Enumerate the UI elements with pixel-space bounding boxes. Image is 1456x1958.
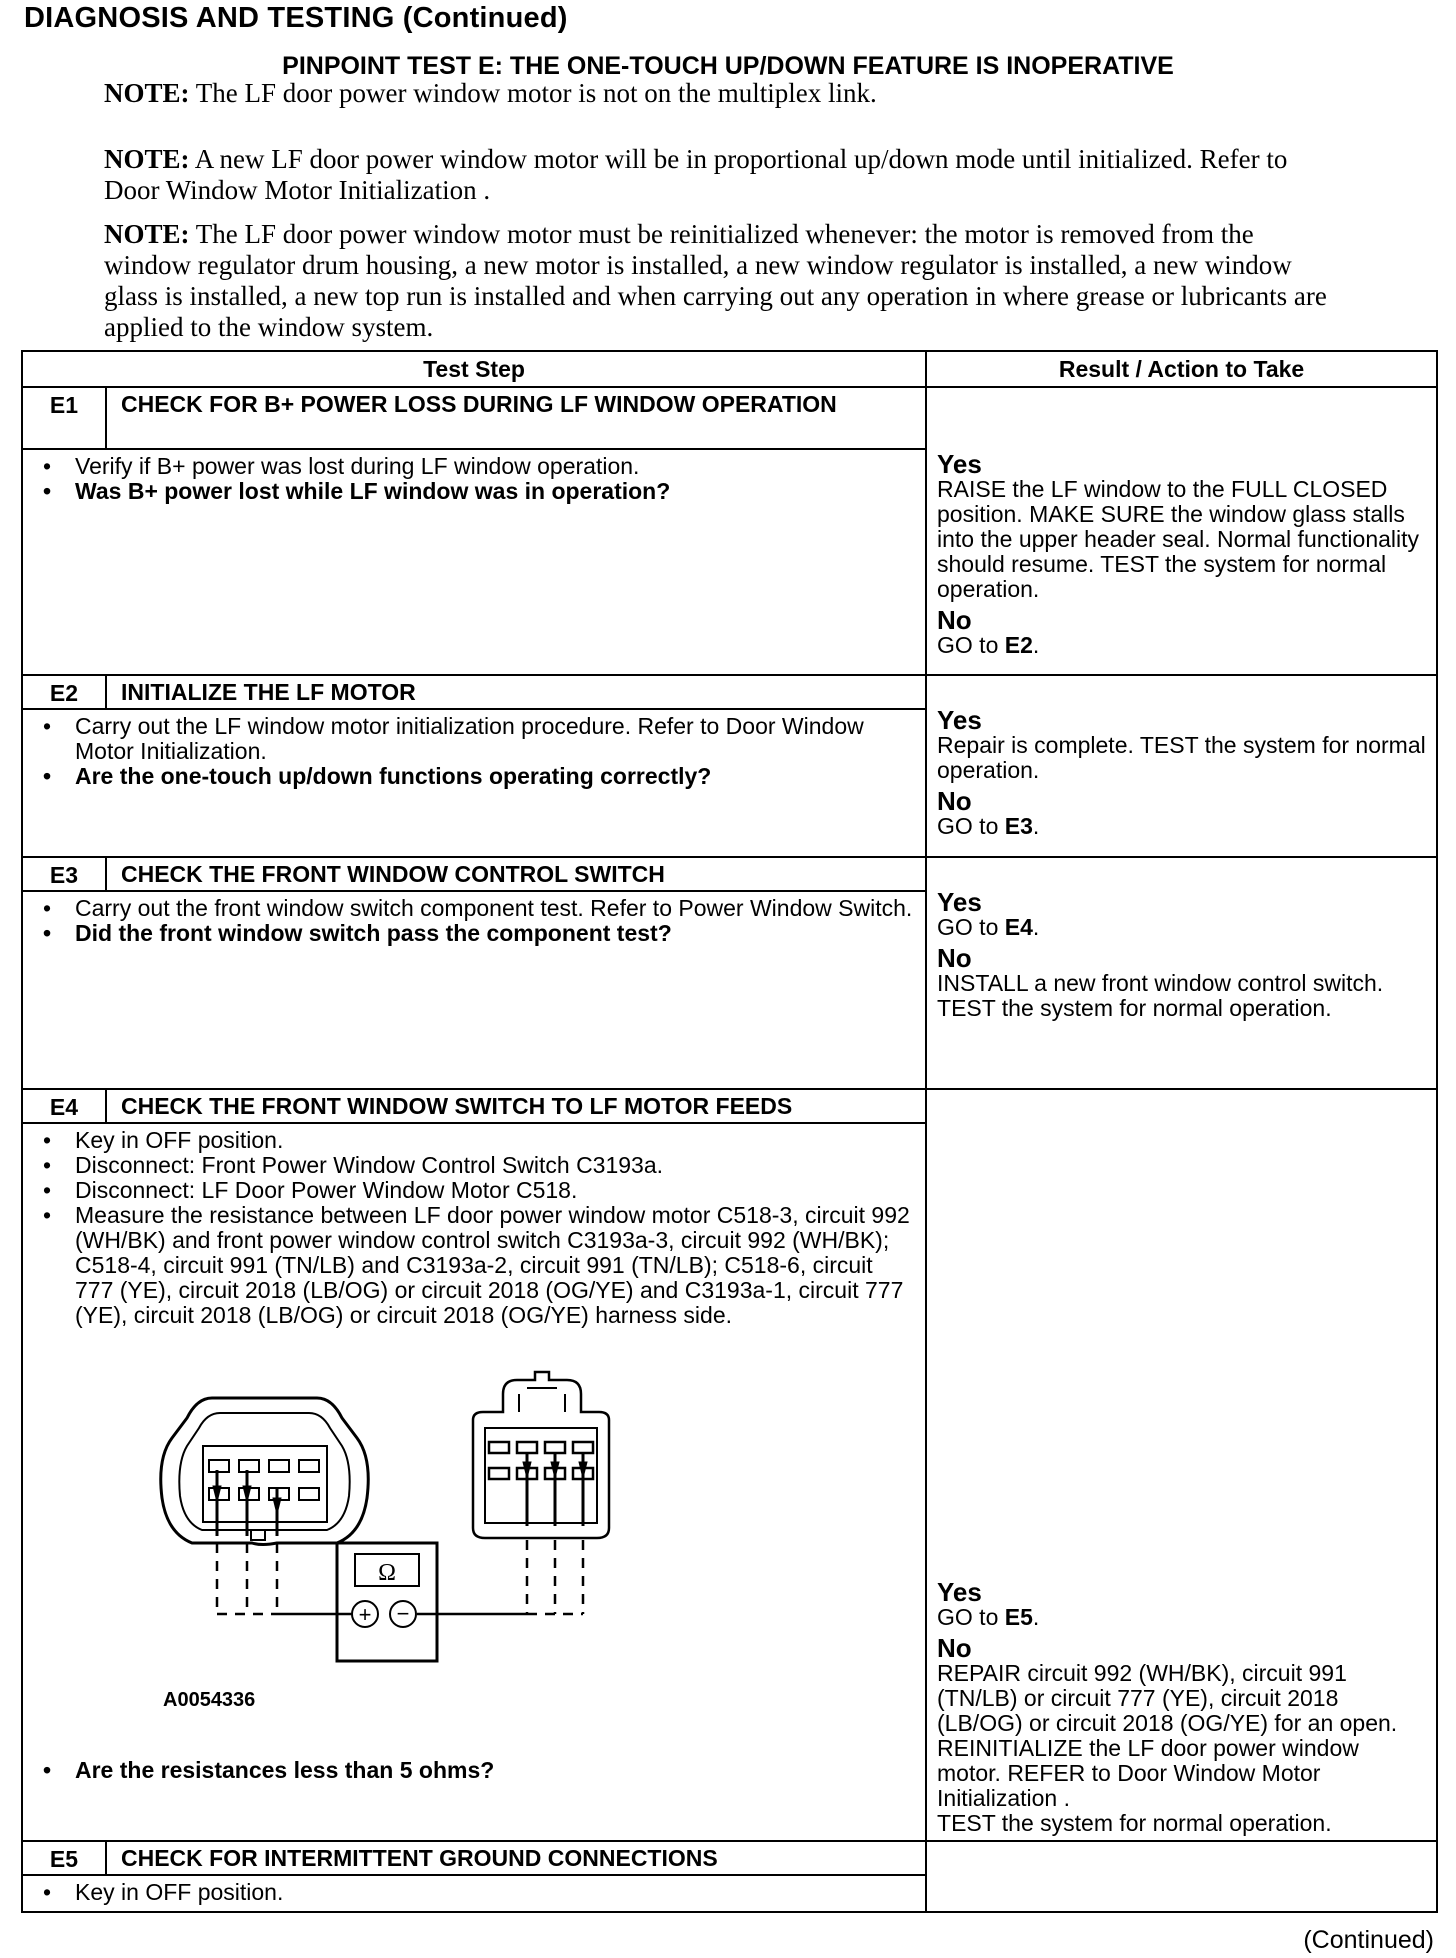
step-e1-result [926, 387, 1437, 675]
page-header: DIAGNOSIS AND TESTING (Continued) [24, 2, 568, 34]
yes-action: Repair is complete. TEST the system for normal operation. [937, 732, 1426, 783]
step-e4-body [22, 1123, 926, 1841]
step-id: E5 [22, 1841, 106, 1875]
step-link[interactable]: E2 [1004, 632, 1033, 658]
note-2 [104, 144, 1344, 206]
step-bullet: • Key in OFF position. [37, 1880, 915, 1905]
step-bullet: • Carry out the LF window motor initialization procedure. Refer to Door Window Motor Initialization. [37, 714, 915, 764]
continued-footer: (Continued) [1303, 1926, 1434, 1954]
result-header: Result / Action to Take [926, 351, 1437, 387]
connector-diagram-svg [37, 1358, 837, 1758]
step-title: INITIALIZE THE LF MOTOR [106, 675, 926, 709]
motor-connector-c518 [161, 1398, 369, 1545]
note-label: NOTE: [104, 144, 190, 174]
step-link[interactable]: E4 [1004, 914, 1033, 940]
step-bullet: • Key in OFF position. [37, 1128, 915, 1153]
table-header-row [22, 351, 1437, 387]
no-action: INSTALL a new front window control switch. TEST the system for normal operation. [937, 970, 1384, 1021]
step-bullet: • Measure the resistance between LF door power window motor C518-3, circuit 992 (WH/BK) and front power window control switch C3193a-3, circuit 992 (WH/BK); C518-4, circuit 991 (TN/LB) and C3193a-2, circuit 991 (TN/LB); C518-6, circuit 777 (YE), circuit 2018 (LB/OG) or circuit 2018 (OG/YE) and C3193a-1, circuit 777 (YE), circuit 2018 (LB/OG) or circuit 2018 (OG/YE) harness side. [37, 1203, 915, 1328]
no-label: No [937, 605, 972, 635]
step-e3-title-row [22, 857, 1437, 891]
step-link[interactable]: E3 [1004, 813, 1033, 839]
pinpoint-test-table [21, 350, 1438, 1913]
step-bullet: • Disconnect: Front Power Window Control Switch C3193a. [37, 1153, 915, 1178]
ohmmeter [337, 1543, 437, 1661]
step-e4-result [926, 1089, 1437, 1841]
yes-label: Yes [937, 1577, 982, 1607]
motor-probes [213, 1470, 281, 1536]
no-label: No [937, 786, 972, 816]
figure-code: A0054336 [163, 1689, 256, 1711]
no-label: No [937, 943, 972, 973]
step-id: E2 [22, 675, 106, 709]
yes-action: RAISE the LF window to the FULL CLOSED position. MAKE SURE the window glass stalls into the upper header seal. Normal functionality should resume. TEST the system for normal operation. [937, 476, 1420, 602]
note-1 [104, 78, 1344, 109]
step-e5-title-row [22, 1841, 1437, 1875]
no-action: GO to E2. [937, 632, 1040, 658]
step-question: • Are the resistances less than 5 ohms? [37, 1758, 915, 1783]
step-e2-body [22, 709, 926, 857]
note-3 [104, 219, 1344, 343]
step-question: • Are the one-touch up/down functions operating correctly? [37, 764, 915, 789]
step-title: CHECK THE FRONT WINDOW SWITCH TO LF MOTOR FEEDS [106, 1089, 926, 1123]
no-action-test: TEST the system for normal operation. [937, 1810, 1332, 1836]
note-text: The LF door power window motor is not on the multiplex link. [189, 78, 877, 108]
ohm-symbol: Ω [378, 1560, 396, 1586]
step-bullet: • Disconnect: LF Door Power Window Motor C518. [37, 1178, 915, 1203]
step-title: CHECK THE FRONT WINDOW CONTROL SWITCH [106, 857, 926, 891]
no-action: GO to E3. [937, 813, 1040, 839]
yes-label: Yes [937, 887, 982, 917]
note-label: NOTE: [104, 78, 190, 108]
note-label: NOTE: [104, 219, 190, 249]
step-question: • Was B+ power lost while LF window was in operation? [37, 479, 915, 504]
step-e4-title-row [22, 1089, 1437, 1123]
switch-connector-c3193a [473, 1372, 609, 1538]
step-id: E3 [22, 857, 106, 891]
test-step-header: Test Step [22, 351, 926, 387]
yes-label: Yes [937, 705, 982, 735]
step-e2-title-row [22, 675, 1437, 709]
step-bullet: • Carry out the front window switch component test. Refer to Power Window Switch. [37, 896, 915, 921]
step-e1-title-row [22, 387, 1437, 449]
yes-label: Yes [937, 449, 982, 479]
step-title: CHECK FOR B+ POWER LOSS DURING LF WINDOW OPERATION [106, 387, 926, 449]
yes-action: GO to E5. [937, 1604, 1040, 1630]
step-e1-body [22, 449, 926, 675]
step-e3-body [22, 891, 926, 1089]
minus-terminal: − [396, 1601, 410, 1626]
step-id: E4 [22, 1089, 106, 1123]
step-id: E1 [22, 387, 106, 449]
connector-diagram [37, 1358, 915, 1758]
no-label: No [937, 1633, 972, 1663]
no-action: REPAIR circuit 992 (WH/BK), circuit 991 (TN/LB) or circuit 777 (YE), circuit 2018 (LB/OG) or circuit 2018 (OG/YE) for an open. REINITIALIZE the LF door power window motor. REFER to Door Window Motor Initialization . [937, 1660, 1398, 1811]
switch-probes [523, 1453, 587, 1526]
pinpoint-test-title: PINPOINT TEST E: THE ONE-TOUCH UP/DOWN FEATURE IS INOPERATIVE [282, 52, 1174, 80]
step-title: CHECK FOR INTERMITTENT GROUND CONNECTIONS [106, 1841, 926, 1875]
step-link[interactable]: E5 [1004, 1604, 1033, 1630]
yes-action: GO to E4. [937, 914, 1040, 940]
step-e5-result [926, 1841, 1437, 1912]
step-e5-body [22, 1875, 926, 1912]
step-e2-result [926, 675, 1437, 857]
step-bullet: • Verify if B+ power was lost during LF window operation. [37, 454, 915, 479]
note-text: A new LF door power window motor will be in proportional up/down mode until initialized. Refer to Door Window Motor Initialization . [104, 144, 1288, 205]
step-question: • Did the front window switch pass the component test? [37, 921, 915, 946]
plus-terminal: + [358, 1602, 372, 1627]
step-e3-result [926, 857, 1437, 1089]
note-text: The LF door power window motor must be reinitialized whenever: the motor is removed from the window regulator drum housing, a new motor is installed, a new window regulator is installed, a new window glass is installed, a new top run is installed and when carrying out any operation in where grease or lubricants are applied to the window system. [104, 219, 1327, 342]
